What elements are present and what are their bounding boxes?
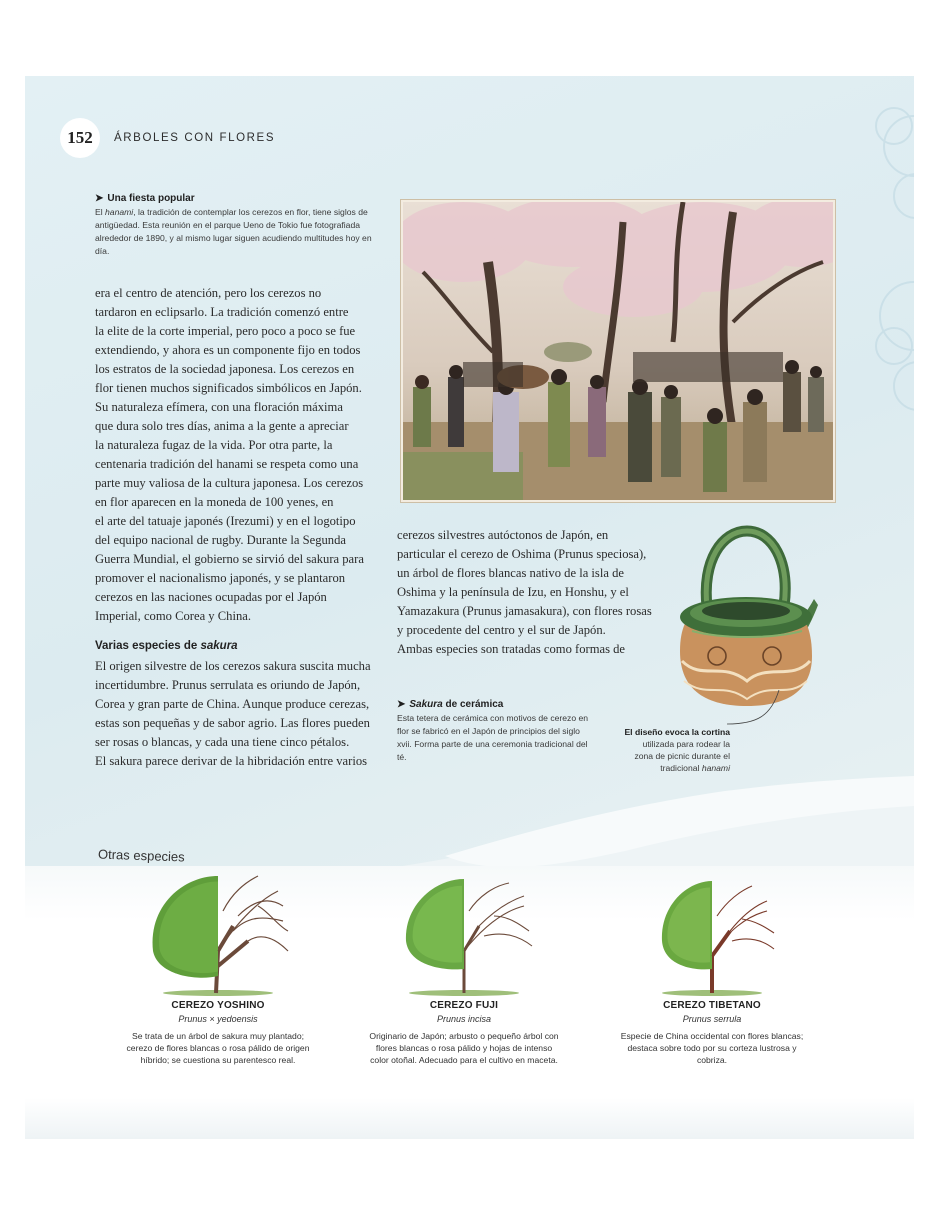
photo-caption-title: ➤ Una fiesta popular [95, 193, 195, 204]
body-line: Oshima y la península de Izu, en Honshu, y el [397, 585, 629, 599]
tree-latin-name: Prunus serrula [682, 1014, 742, 1024]
body-line: y procedente del centro y el sur de Japón. [397, 623, 606, 637]
flower-outline-decoration [854, 86, 914, 446]
tree-latin-name: Prunus incisa [436, 1014, 492, 1024]
body-line: particular el cerezo de Oshima (Prunus speciosa), [397, 547, 647, 561]
tree-illustration [632, 871, 792, 996]
tree-card-fuji [369, 871, 559, 1066]
body-line: El sakura parece derivar de la hibridación entre varios [95, 754, 368, 768]
body-line: estas son pequeñas y de sabor agrio. Las flores pueden [95, 716, 370, 730]
body-line: Yamazakura (Prunus jamasakura), con flores rosas [397, 604, 652, 618]
tree-description: Especie de China occidental con flores blancas; destaca sobre todo por su corteza lustrosa y cobriza. [620, 1031, 804, 1065]
body-line: el arte del tatuaje japonés (Irezumi) y en el logotipo [95, 514, 356, 528]
tree-card-yoshino [123, 871, 313, 1066]
body-line: un árbol de flores blancas nativo de la isla de [397, 566, 624, 580]
body-line: que dura solo tres días, anima a la gente a apreciar [95, 419, 349, 433]
body-line: flor tienen muchos significados simbólicos en Japón. [95, 381, 362, 395]
tree-illustration [384, 871, 544, 996]
body-line: Ambas especies son tratadas como formas de [397, 642, 626, 656]
body-line: Guerra Mundial, el gobierno se sirvió del sakura para [95, 552, 364, 566]
body-line: extendiendo, y ahora es un componente fijo en todos [95, 343, 361, 357]
body-line: ser rosas o blancas, y cada una tiene cinco pétalos. [95, 735, 350, 749]
book-page [25, 76, 914, 1139]
teapot-note: El diseño evoca la cortina utilizada para rodear la zona de picnic durante el tradicional hanami [624, 727, 730, 773]
tree-name: CEREZO TIBETANO [663, 1000, 761, 1011]
arrow-icon: ➤ [397, 699, 406, 710]
tree-name: CEREZO FUJI [429, 1000, 499, 1011]
tree-card-tibetano [617, 871, 807, 1066]
body-text-column-2 [397, 526, 657, 659]
body-line: incertidumbre. Prunus serrulata es oriundo de Japón, [95, 678, 361, 692]
section-title: ÁRBOLES CON FLORES [114, 132, 276, 144]
tree-name: CEREZO YOSHINO [171, 1000, 265, 1011]
callout-line [727, 688, 787, 728]
teapot-caption-title: ➤ Sakura de cerámica [397, 699, 504, 710]
body-line: en flor aparecen en la moneda de 100 yenes, en [95, 495, 334, 509]
body-line: la naturaleza fugaz de la vida. Por otra parte, la [95, 438, 333, 452]
other-species-title: Otras especies [97, 846, 185, 865]
body-line: cerezos silvestres autóctonos de Japón, en [397, 528, 609, 542]
page-number: 152 [60, 118, 100, 158]
body-line: promover el nacionalismo japonés, y se plantaron [95, 571, 346, 585]
body-line: Su naturaleza efímera, con una floración máxima [95, 400, 343, 414]
body-text-column-1b [95, 657, 395, 771]
body-line: Imperial, como Corea y China. [95, 609, 251, 623]
photo-caption: ➤ Una fiesta popular El hanami, la tradición de contemplar los cerezos en flor, tiene siglos de antigüedad. Esta reunión en el parque Ueno de Tokio fue fotografiada alrededor de 1890, y al mismo lugar siguen acudiendo multitudes hoy en día. [95, 192, 375, 258]
body-line: era el centro de atención, pero los cerezos no [95, 286, 322, 300]
tree-illustration [138, 871, 298, 996]
tree-description: Originario de Japón; arbusto o pequeño árbol con flores blancas o rosa pálido y hojas de intenso color otoñal. Adecuado para el cultivo en maceta. [369, 1031, 559, 1065]
body-line: tardaron en eclipsarlo. La tradición comenzó entre [95, 305, 349, 319]
teapot-caption: ➤ Sakura de cerámica Esta tetera de cerámica con motivos de cerezo en flor se fabricó en el Japón de principios del siglo xvii. Forma parte de una ceremonia tradicional del té. [397, 698, 592, 764]
body-line: parte muy valiosa de la cultura japonesa. Los cerezos [95, 476, 364, 490]
body-line: la elite de la corte imperial, pero poco a poco se fue [95, 324, 356, 338]
body-line: Corea y gran parte de China. Aunque produce cerezas, [95, 697, 370, 711]
hanami-photo [401, 200, 835, 502]
subheading: Varias especies de sakura [95, 640, 238, 652]
arrow-icon: ➤ [95, 193, 104, 204]
tree-description: Se trata de un árbol de sakura muy plantado; cerezo de flores blancas o rosa pálido de origen híbrido; se cuestiona su parentesco real. [126, 1031, 310, 1065]
body-line: los estratos de la sociedad japonesa. Los cerezos en [95, 362, 355, 376]
body-line: cerezos en las naciones ocupadas por el Japón [95, 590, 327, 604]
ceramic-teapot-image [662, 521, 822, 711]
tree-latin-name: Prunus × yedoensis [178, 1014, 258, 1024]
body-line: El origen silvestre de los cerezos sakura suscita mucha [95, 659, 371, 673]
body-line: del equipo nacional de rugby. Durante la Segunda [95, 533, 346, 547]
body-text-column-1 [95, 284, 395, 626]
body-line: centenaria tradición del hanami se respeta como una [95, 457, 359, 471]
